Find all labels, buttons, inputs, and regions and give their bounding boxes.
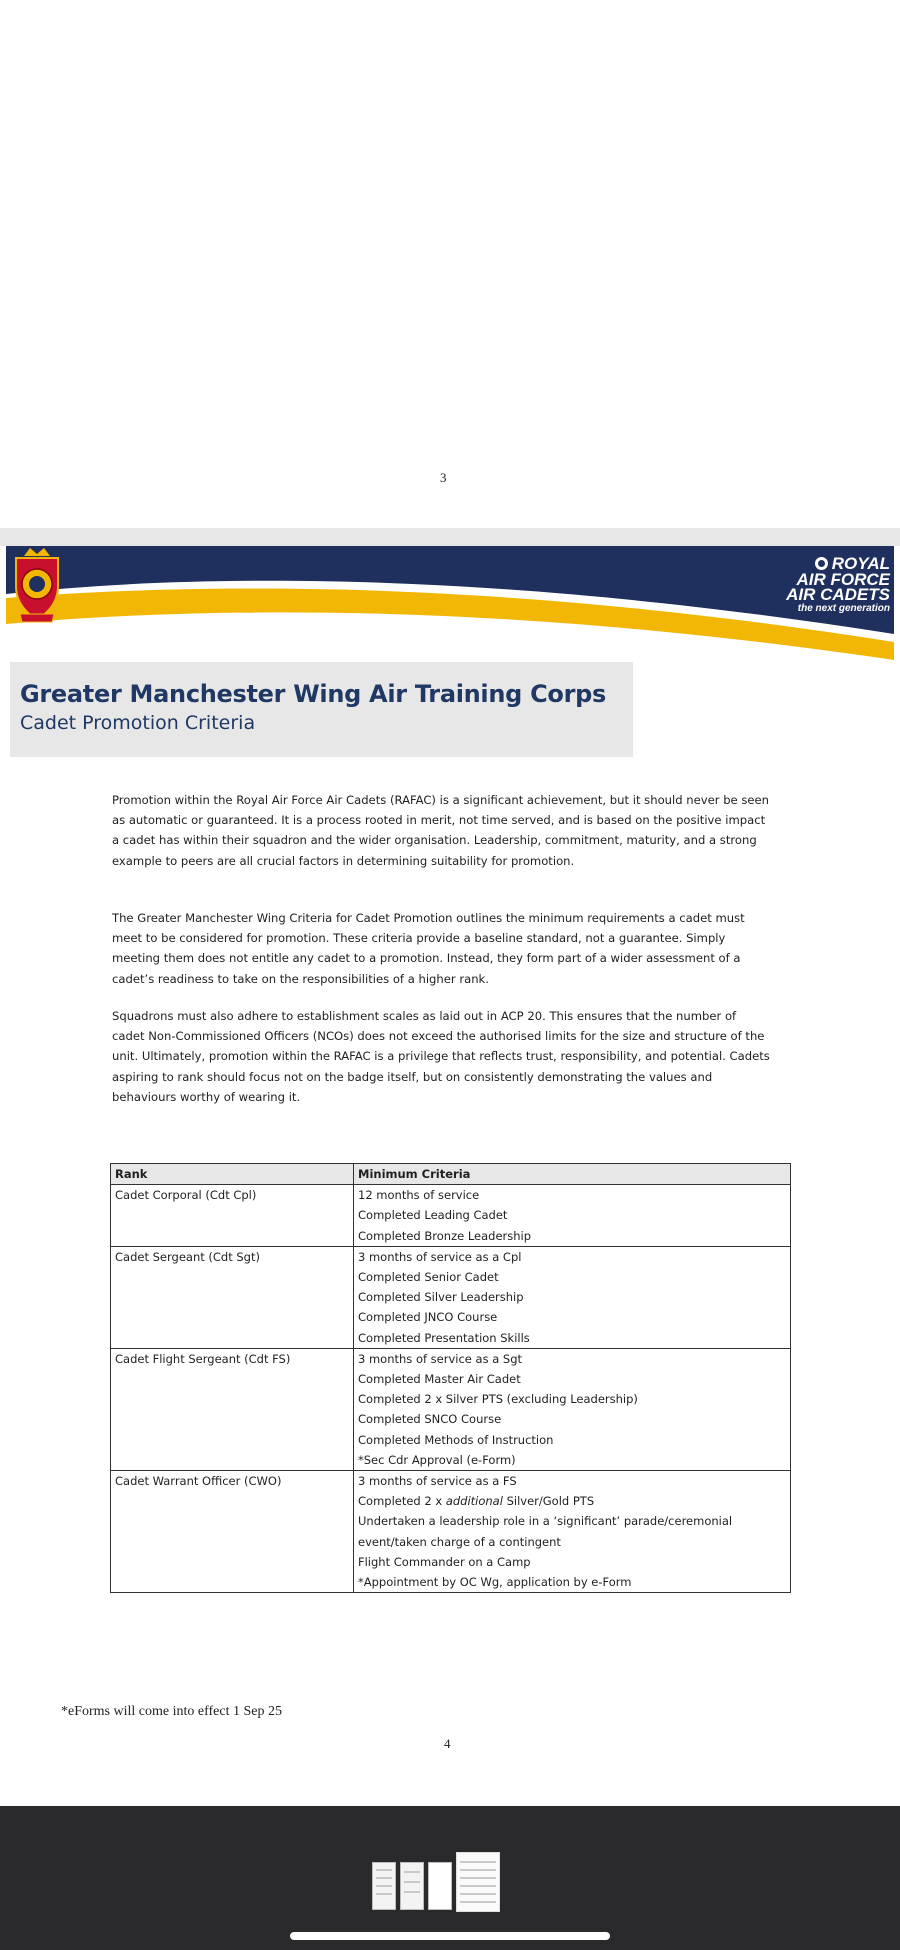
criterion: Completed Presentation Skills (358, 1330, 530, 1345)
home-indicator[interactable] (290, 1932, 610, 1940)
document-title: Greater Manchester Wing Air Training Corps (20, 680, 606, 708)
criterion: Completed 2 x Silver PTS (excluding Leadership) (358, 1392, 638, 1407)
criterion (358, 1491, 786, 1511)
table-row (111, 1471, 791, 1593)
criterion: Completed Methods of Instruction (358, 1432, 554, 1447)
rafac-brand-logo: ROYAL AIR FORCE AIR CADETS the next generation (786, 554, 890, 614)
title-block (10, 662, 633, 757)
page-thumbnail[interactable] (428, 1862, 452, 1910)
page-thumbnail[interactable] (372, 1862, 396, 1910)
rafac-crest-icon (6, 546, 68, 624)
rank-cell: Cadet Corporal (Cdt Cpl) (111, 1185, 354, 1247)
page-number-top: 3 (440, 470, 447, 485)
criteria-cell (354, 1185, 791, 1247)
rank-cell: Cadet Sergeant (Cdt Sgt) (111, 1246, 354, 1348)
promotion-criteria-table (110, 1163, 791, 1593)
criterion: Completed Leading Cadet (358, 1208, 508, 1223)
criterion: 12 months of service (358, 1188, 480, 1203)
criterion: Completed Master Air Cadet (358, 1372, 521, 1387)
header-rank: Rank (111, 1164, 354, 1185)
criteria-cell (354, 1471, 791, 1593)
document-subtitle: Cadet Promotion Criteria (20, 712, 256, 734)
table-row (111, 1246, 791, 1348)
table-row (111, 1185, 791, 1247)
header-minimum-criteria: Minimum Criteria (354, 1164, 791, 1185)
table-header-row (111, 1164, 791, 1185)
document-page (6, 546, 894, 1806)
page-number-bottom: 4 (444, 1736, 451, 1751)
eforms-footnote: *eForms will come into effect 1 Sep 25 (61, 1704, 282, 1719)
criterion: Completed JNCO Course (358, 1310, 498, 1325)
header-banner (6, 546, 894, 681)
criterion-part: Completed 2 x (358, 1494, 446, 1509)
viewer-bottom-bar (0, 1806, 900, 1950)
criterion: Completed SNCO Course (358, 1412, 502, 1427)
criterion: *Appointment by OC Wg, application by e-Form (358, 1575, 632, 1590)
establishment-paragraph: Squadrons must also adhere to establishment scales as laid out in ACP 20. This ensures that the number of cadet Non-Commissioned Officers (NCOs) does not exceed the authorised limits for the size and structure of the unit. Ultimately, promotion within the RAFAC is a privilege that reflects trust, responsibility, and potential. Cadets aspiring to rank should focus not on the badge itself, but on consistently demonstrating the values and behaviours worthy of wearing it. (112, 1009, 770, 1104)
criterion-part: Silver/Gold PTS (502, 1494, 595, 1509)
rank-cell: Cadet Flight Sergeant (Cdt FS) (111, 1348, 354, 1470)
criterion: *Sec Cdr Approval (e-Form) (358, 1452, 516, 1467)
criterion: 3 months of service as a Cpl (358, 1249, 522, 1264)
page-thumbnail-active[interactable] (456, 1852, 500, 1912)
roundel-icon (815, 557, 828, 570)
page-thumbnail[interactable] (400, 1862, 424, 1910)
criterion: Undertaken a leadership role in a ‘significant’ parade/ceremonial event/taken charge of a contingent (358, 1514, 733, 1549)
criterion: Completed Senior Cadet (358, 1270, 499, 1285)
intro-paragraph: Promotion within the Royal Air Force Air Cadets (RAFAC) is a significant achievement, but it should never be seen as automatic or guaranteed. It is a process rooted in merit, not time served, and is based on the positive impact a cadet has within their squadron and the wider organisation. Leadership, commitment, maturity, and a strong example to peers are all crucial factors in determining suitability for promotion. (112, 793, 770, 868)
rank-cell: Cadet Warrant Officer (CWO) (111, 1471, 354, 1593)
criterion: Completed Bronze Leadership (358, 1228, 532, 1243)
criteria-paragraph: The Greater Manchester Wing Criteria for Cadet Promotion outlines the minimum requirements a cadet must meet to be considered for promotion. These criteria provide a baseline standard, not a guarantee. Simply meeting them does not entitle any cadet to a promotion. Instead, they form part of a wider assessment of a cadet’s readiness to take on the responsibilities of a higher rank. (112, 911, 745, 986)
previous-page (0, 0, 900, 528)
criterion: 3 months of service as a FS (358, 1474, 517, 1489)
criteria-cell (354, 1246, 791, 1348)
table-row (111, 1348, 791, 1470)
criterion: Completed Silver Leadership (358, 1290, 524, 1305)
criterion: Flight Commander on a Camp (358, 1554, 531, 1569)
criteria-cell (354, 1348, 791, 1470)
page-separator (0, 528, 900, 546)
criterion: 3 months of service as a Sgt (358, 1351, 523, 1366)
criterion-emphasis: additional (445, 1494, 503, 1509)
